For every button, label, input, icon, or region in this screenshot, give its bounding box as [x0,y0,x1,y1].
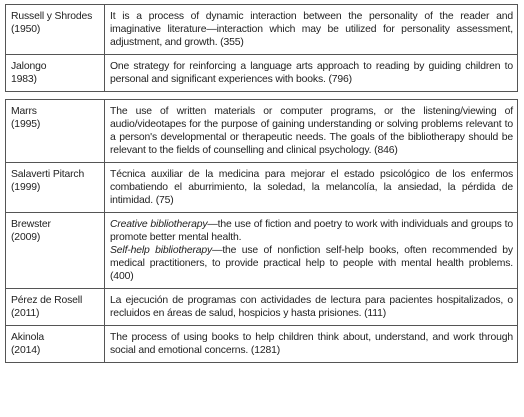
author-cell [6,55,105,92]
author-cell [6,289,105,326]
author-cell [6,100,105,163]
definition-cell [105,213,518,289]
definition-cell: La ejecución de programas con actividades de lectura para pacientes hospitalizados, o recluidos en áreas de salud, hospicios y hasta prisiones. (111) [105,289,518,326]
author-year: (2011) [11,308,40,319]
author-name: Pérez de Rosell [11,295,83,306]
author-year: (1950) [11,24,41,35]
author-name: Russell y Shrodes [11,11,93,22]
author-name: Salaverti Pitarch [11,169,85,180]
author-name: Akinola [11,332,45,343]
author-year: (2009) [11,232,41,243]
definitions-document [5,4,518,363]
definition-cell: Técnica auxiliar de la medicina para mejorar el estado psicológico de los enfermos combatiendo el aburrimiento, la soledad, la melancolía, la ansiedad, la pérdida de intimidad. (75) [105,163,518,213]
table-row [6,213,518,289]
table-row [6,289,518,326]
author-cell [6,213,105,289]
selfhelp-bibliotherapy-definition [110,244,513,283]
author-cell [6,163,105,213]
selfhelp-bibliotherapy-term: Self-help bibliotherapy [110,245,213,256]
author-name: Brewster [11,219,51,230]
table-row [6,326,518,363]
author-cell [6,5,105,55]
definition-cell: It is a process of dynamic interaction between the personality of the reader and imaginative literature—interaction which may be utilized for personality assessment, adjustment, and growth. (355) [105,5,518,55]
creative-bibliotherapy-definition [110,218,513,244]
author-year: (2014) [11,345,41,356]
author-name: Marrs [11,106,37,117]
definitions-table-part-2 [5,99,518,363]
definition-cell: The use of written materials or computer programs, or the listening/viewing of audio/videotapes for the purpose of gaining understanding or solving problems relevant to a person's developmental or therapeutic needs. The goals of the bibliotherapy should be relevant to the fields of counselling and clinical psychology. (846) [105,100,518,163]
definition-cell: The process of using books to help children think about, understand, and work through social and emotional concerns. (1281) [105,326,518,363]
table-row [6,163,518,213]
author-cell [6,326,105,363]
creative-bibliotherapy-text: —the use of fiction and poetry to work with individuals and groups to promote better mental health. [110,219,513,243]
table-row [6,5,518,55]
author-name: Jalongo [11,61,47,72]
author-year: (1995) [11,119,41,130]
creative-bibliotherapy-term: Creative bibliotherapy [110,219,208,230]
selfhelp-bibliotherapy-text: —the use of nonfiction self-help books, often recommended by medical practitioners, to provide practical help to people with mental health problems. (400) [110,245,513,282]
definitions-table-part-1 [5,4,518,92]
table-row [6,100,518,163]
author-year: (1999) [11,182,41,193]
author-year: 1983) [11,74,37,85]
table-row [6,55,518,92]
definition-cell: One strategy for reinforcing a language arts approach to reading by guiding children to personal and significant experiences with books. (796) [105,55,518,92]
